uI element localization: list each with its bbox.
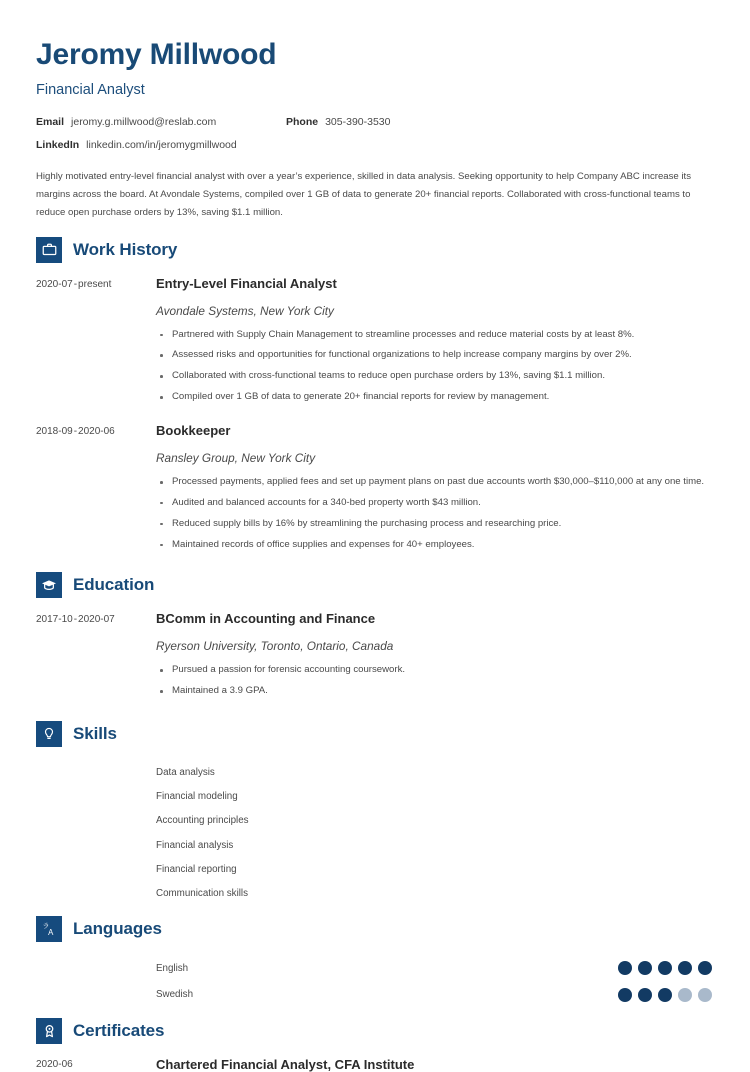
section-title-languages: Languages xyxy=(73,918,162,938)
education-entry-bullets xyxy=(156,663,714,699)
contact-phone-label: Phone xyxy=(286,115,319,128)
education-entry-degree: BComm in Accounting and Finance xyxy=(156,611,376,627)
contact-email-value[interactable]: jeromy.g.millwood@reslab.com xyxy=(71,115,217,128)
rating-dot xyxy=(638,961,652,975)
language-name: English xyxy=(156,962,189,974)
svg-text:A: A xyxy=(47,928,53,938)
contact-row-secondary xyxy=(36,139,714,151)
skill-item: Accounting principles xyxy=(156,815,249,827)
work-entry-date xyxy=(36,276,156,419)
work-entry-body xyxy=(156,276,714,419)
work-entry-bullets xyxy=(156,475,714,552)
bullet-item: Partnered with Supply Chain Management to streamline processes and reduce material costs by at least 8%. xyxy=(156,328,714,343)
education-entry-body xyxy=(156,611,714,713)
bullet-item: Reduced supply bills by 16% by streamlining the purchasing process and researching price. xyxy=(156,517,714,532)
work-entry-date-end: 2020-06 xyxy=(78,426,115,438)
bullet-item: Compiled over 1 GB of data to generate 20+ financial reports for review by management. xyxy=(156,390,714,405)
graduation-cap-icon xyxy=(36,572,62,598)
contact-email xyxy=(36,116,286,128)
section-header-skills xyxy=(36,721,714,747)
resume-header xyxy=(36,0,714,151)
certificate-date: 2020-06 xyxy=(36,1058,73,1070)
contact-phone-value[interactable]: 305-390-3530 xyxy=(325,115,391,128)
work-entry-date-start: 2018-09 xyxy=(36,426,73,438)
bullet-item: Pursued a passion for forensic accounting coursework. xyxy=(156,663,714,678)
section-skills xyxy=(36,721,714,906)
bullet-item: Maintained records of office supplies and expenses for 40+ employees. xyxy=(156,538,714,553)
rating-dot xyxy=(658,961,672,975)
education-entry-date-start: 2017-10 xyxy=(36,614,73,626)
work-entry-date-start: 2020-07 xyxy=(36,278,73,290)
section-work-history xyxy=(36,237,714,567)
professional-summary: Highly motivated entry-level financial analyst with over a year’s experience, skilled in data analysis. Seeking opportunity to help Company ABC increase its margins across the board. At Avondale Systems, compiled over 1 GB of data to generate 20+ financial reports. Collaborated with cross-functional teams to reduce open purchase orders by 13%, saving $1.1 million. xyxy=(36,170,692,219)
section-certificates xyxy=(36,1018,714,1072)
work-entry-company: Avondale Systems, New York City xyxy=(156,303,334,318)
section-header-education xyxy=(36,572,714,598)
work-entry-company: Ransley Group, New York City xyxy=(156,450,316,465)
rating-dot xyxy=(678,988,692,1002)
rating-dot xyxy=(618,988,632,1002)
rating-dot xyxy=(638,988,652,1002)
translate-icon xyxy=(36,916,62,942)
work-entry-date-dash: - xyxy=(73,278,78,290)
bullet-item: Collaborated with cross-functional teams to reduce open purchase orders by 13%, saving $1.1 million. xyxy=(156,369,714,384)
work-entry xyxy=(36,423,714,566)
contact-block xyxy=(36,116,714,151)
rating-dot xyxy=(698,961,712,975)
bullet-item: Audited and balanced accounts for a 340-bed property worth $43 million. xyxy=(156,496,714,511)
work-entry-date xyxy=(36,423,156,566)
education-entry-date-end: 2020-07 xyxy=(78,614,115,626)
language-rating xyxy=(618,988,714,1002)
skills-list xyxy=(36,760,714,906)
education-entry-date xyxy=(36,611,156,713)
work-entry-body xyxy=(156,423,714,566)
education-entry-school: Ryerson University, Toronto, Ontario, Canada xyxy=(156,639,394,654)
work-entry-bullets xyxy=(156,328,714,405)
section-header-certificates xyxy=(36,1018,714,1044)
section-education xyxy=(36,572,714,713)
education-entry xyxy=(36,611,714,713)
section-header-work-history xyxy=(36,237,714,263)
section-languages xyxy=(36,916,714,1008)
skill-item: Data analysis xyxy=(156,766,215,778)
bullet-item: Assessed risks and opportunities for functional organizations to help increase company margins by over 2%. xyxy=(156,348,714,363)
work-entry-title: Bookkeeper xyxy=(156,423,231,439)
section-title-skills: Skills xyxy=(73,723,117,743)
contact-linkedin-value[interactable]: linkedin.com/in/jeromygmillwood xyxy=(86,138,237,151)
certificate-title: Chartered Financial Analyst, CFA Institute xyxy=(156,1056,415,1072)
skill-item: Financial reporting xyxy=(156,863,237,875)
work-entry-date-end: present xyxy=(78,278,112,290)
education-entry-date-dash: - xyxy=(73,614,78,626)
contact-linkedin-label: LinkedIn xyxy=(36,138,80,151)
language-name: Swedish xyxy=(156,989,194,1001)
rating-dot xyxy=(698,988,712,1002)
section-title-certificates: Certificates xyxy=(73,1020,165,1040)
svg-text:ラ: ラ xyxy=(41,922,50,931)
bullet-item: Maintained a 3.9 GPA. xyxy=(156,684,714,699)
language-rating xyxy=(618,961,714,975)
full-name: Jeromy Millwood xyxy=(36,38,277,71)
certificate-item xyxy=(36,1057,714,1072)
lightbulb-icon xyxy=(36,721,62,747)
contact-linkedin xyxy=(36,139,237,151)
language-item xyxy=(36,981,714,1008)
bullet-item: Processed payments, applied fees and set up payment plans on past due accounts worth $30,000–$110,000 at any one time. xyxy=(156,475,714,490)
rating-dot xyxy=(618,961,632,975)
work-entry-title: Entry-Level Financial Analyst xyxy=(156,275,337,291)
job-title: Financial Analyst xyxy=(36,81,145,98)
work-entry xyxy=(36,276,714,419)
section-header-languages xyxy=(36,916,714,942)
skill-item: Financial modeling xyxy=(156,790,238,802)
section-title-work-history: Work History xyxy=(73,239,178,259)
contact-row-primary xyxy=(36,116,714,128)
skill-item: Financial analysis xyxy=(156,839,234,851)
work-entry-date-dash: - xyxy=(73,426,78,438)
language-item xyxy=(36,955,714,982)
rating-dot xyxy=(678,961,692,975)
contact-email-label: Email xyxy=(36,115,65,128)
award-icon xyxy=(36,1018,62,1044)
section-title-education: Education xyxy=(73,575,155,595)
rating-dot xyxy=(658,988,672,1002)
contact-phone xyxy=(286,116,390,128)
briefcase-icon xyxy=(36,237,62,263)
skill-item: Communication skills xyxy=(156,888,249,900)
